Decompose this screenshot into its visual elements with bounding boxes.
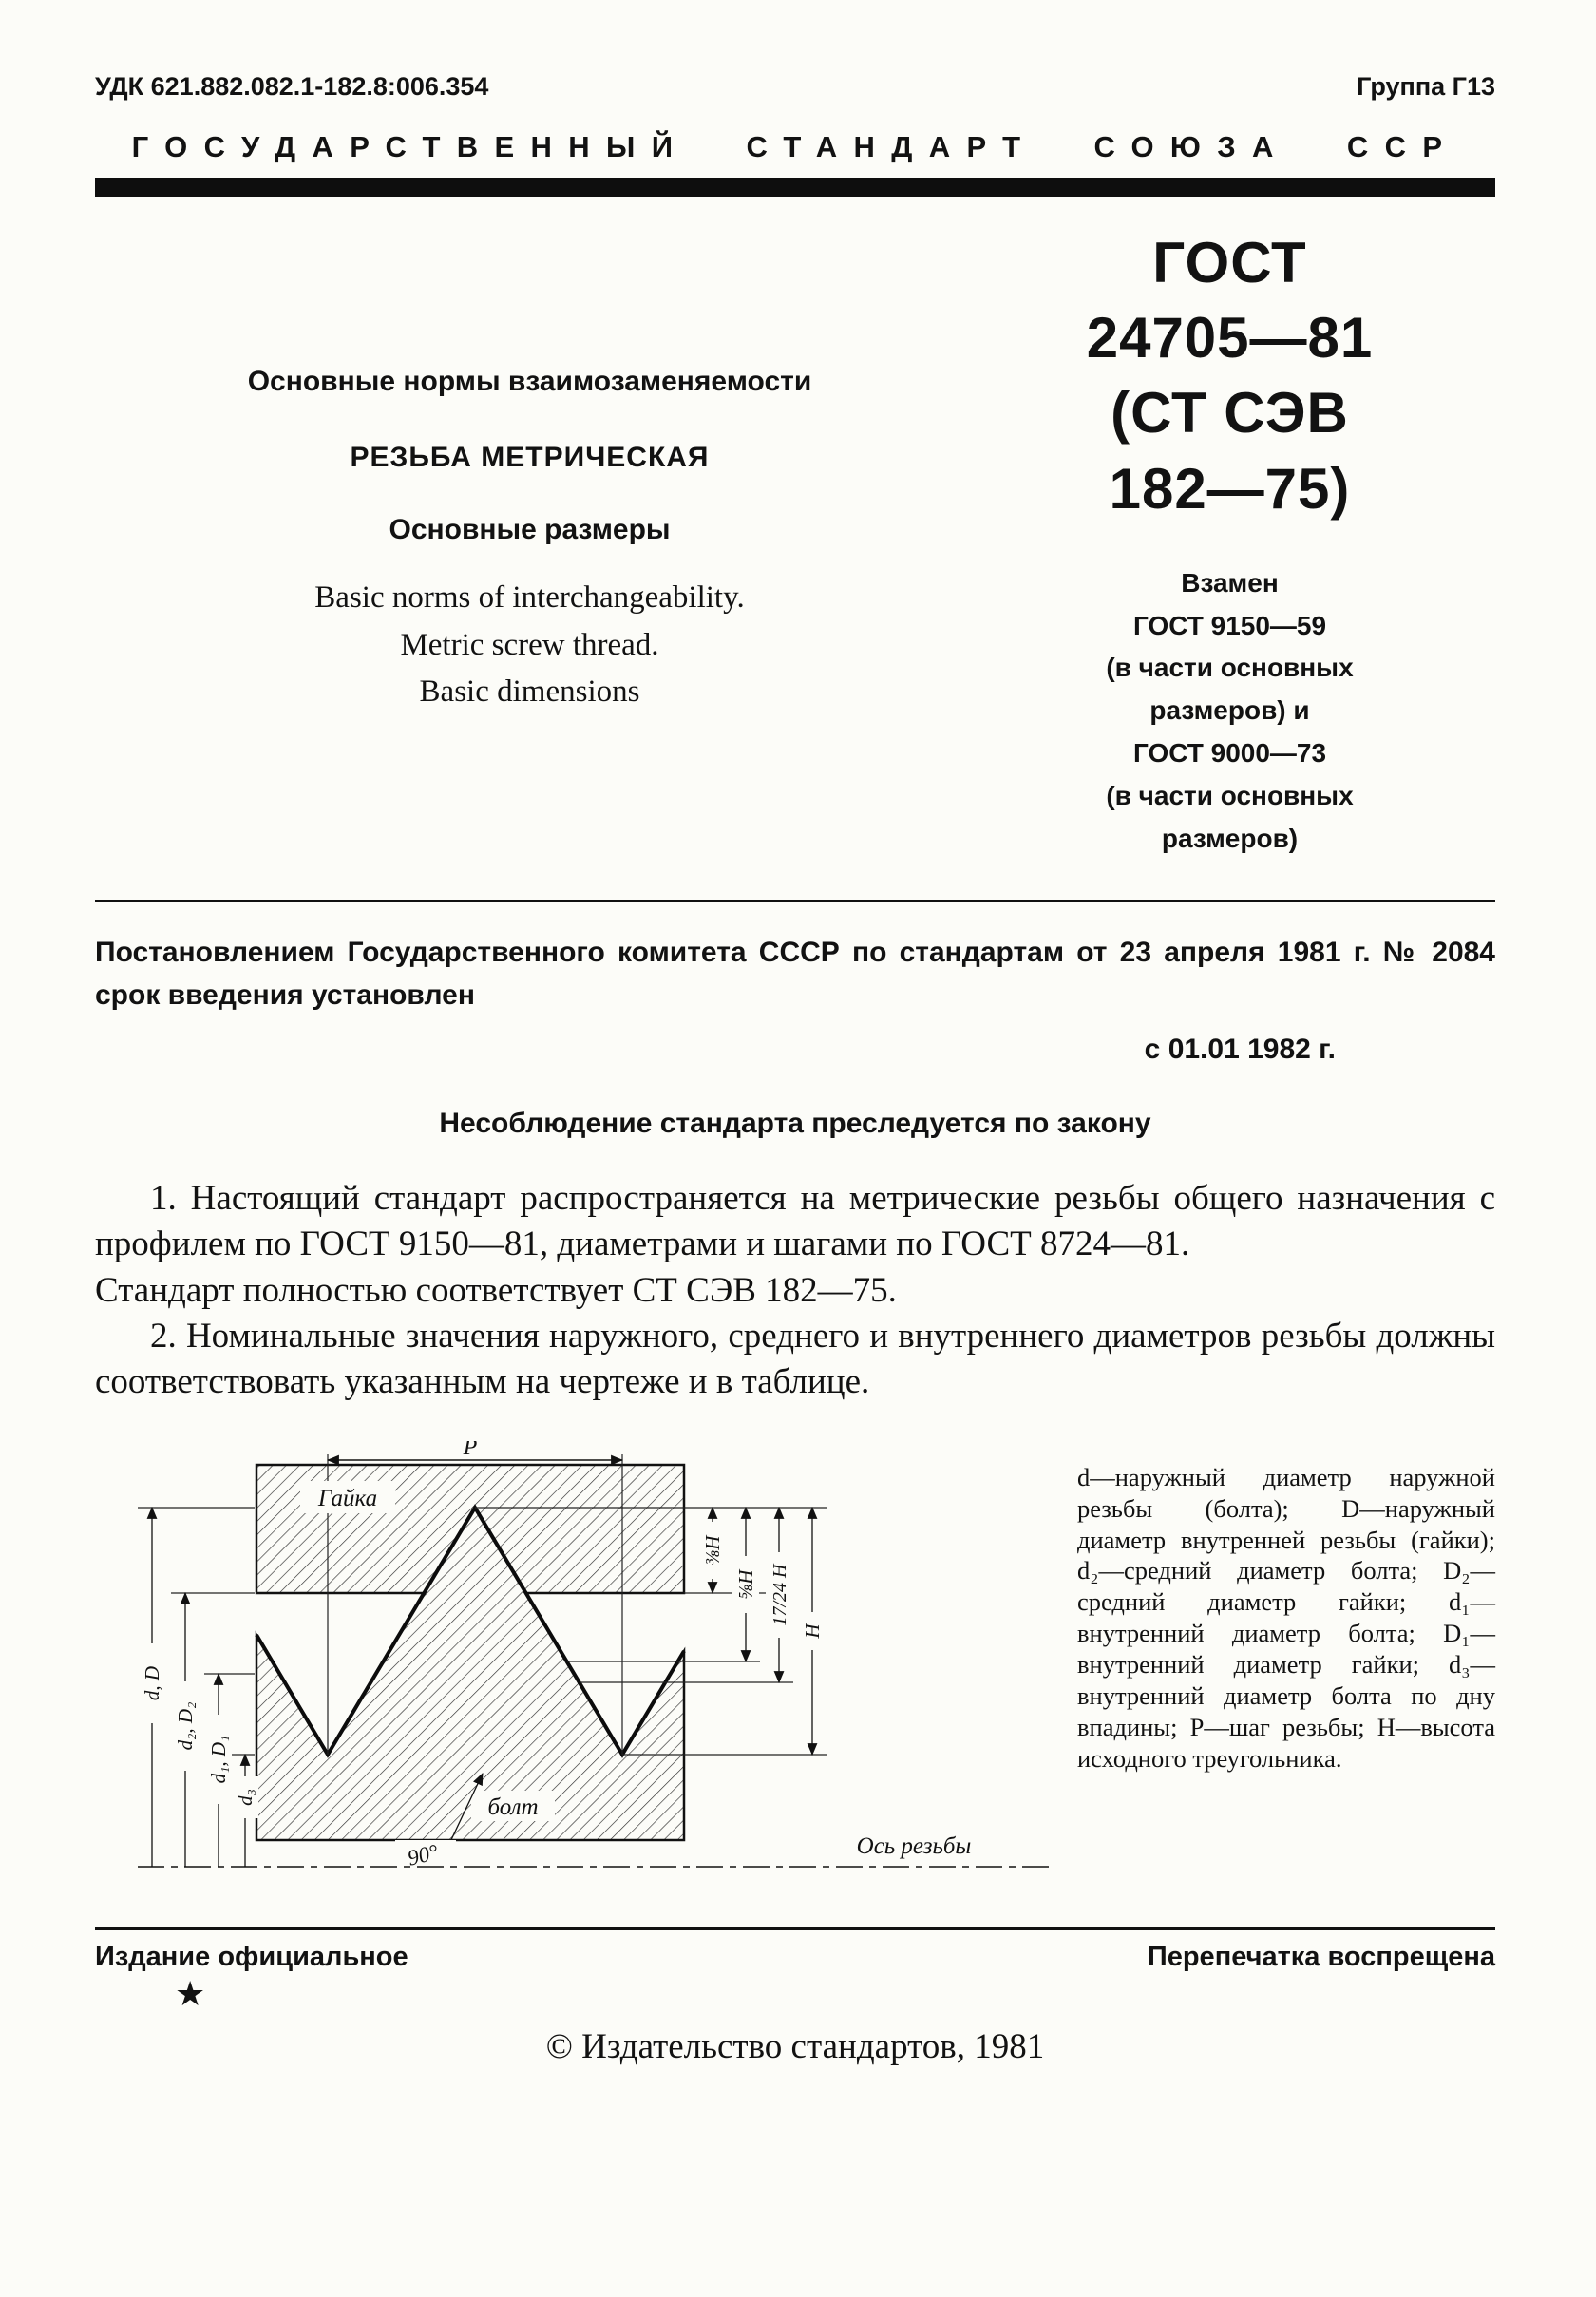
nut-label: Гайка (317, 1485, 378, 1511)
footer-rule (95, 1927, 1495, 1930)
official-edition-label: Издание официальное (95, 1941, 408, 1972)
replaces-line: размеров) (1161, 823, 1299, 853)
reprint-notice: Перепечатка воспрещена (1147, 1941, 1495, 1972)
replaces-line: ГОСТ 9000—73 (1132, 737, 1327, 768)
height-label-H: H (801, 1623, 824, 1639)
replaces-line: размеров) и (1150, 695, 1310, 726)
top-row (95, 72, 1495, 102)
diameter-label-d3: d₃ (234, 1788, 256, 1806)
effective-date: с 01.01 1982 г. (1144, 1034, 1336, 1066)
title-en-1: Basic norms of interchangeability. (314, 580, 745, 615)
angle-label: 90° (405, 1839, 441, 1870)
height-dimension-lines (712, 1508, 812, 1755)
paragraph-1: 1. Настоящий стандарт распространяется на метрические резьбы общего назначения с профилем по ГОСТ 9150—81, диаметрами и шагами по ГОСТ 8724—81. (95, 1179, 1495, 1264)
replaces-block (964, 562, 1495, 861)
group-label: Группа Г13 (1357, 72, 1495, 101)
gost-number-line4: 182—75) (1109, 456, 1351, 521)
standard-header: ГОСУДАРСТВЕННЫЙ СТАНДАРТ СОЮЗА ССР (131, 130, 1459, 163)
height-label-3-8H: ⅜H (701, 1535, 724, 1566)
axis-label: Ось резьбы (856, 1832, 972, 1859)
bolt-label: болт (487, 1794, 539, 1820)
replaces-line: ГОСТ 9150—59 (1132, 610, 1327, 640)
designation-block (964, 225, 1495, 860)
height-label-5-8H: ⅝H (734, 1569, 757, 1600)
figure-row (95, 1441, 1495, 1895)
pitch-label: P (463, 1440, 478, 1460)
header-rule-bar (95, 178, 1495, 197)
decree-paragraph: Постановлением Государственного комитета СССР по стандартам от 23 апреля 1981 г. № 2084 срок введения установлен (95, 937, 1495, 1012)
diameter-label-dD: d, D (141, 1665, 163, 1700)
head-columns (95, 225, 1495, 860)
figure-legend: d—наружный диаметр наружной резьбы (болта); D—наружный диаметр внутренней резьбы (гайки); d₂—средний диаметр болта; D₂—средний диаметр гайки; d₁—внутренний диаметр болта; D₁—внутренний диаметр гайки; d₃—внутренний диаметр болта по дну впадины; P—шаг резьбы; H—высота исходного треугольника. (1077, 1462, 1495, 1773)
height-label-17-24H: 17/24 H (770, 1564, 790, 1626)
section-rule (95, 900, 1495, 902)
diameter-label-d1D1: d₁, D₁ (207, 1735, 230, 1784)
replaces-line: (в части основных (1106, 653, 1354, 683)
title-ru-1: Основные нормы взаимозаменяемости (247, 366, 812, 397)
gost-number-line3: (СТ СЭВ (1111, 381, 1349, 446)
title-en-3: Basic dimensions (419, 674, 640, 709)
title-block (95, 225, 964, 860)
paragraph-2: 2. Номинальные значения наружного, среднего и внутреннего диаметров резьбы должны соответствовать указанным на чертеже и в таблице. (95, 1316, 1495, 1401)
replaces-line: Взамен (1181, 567, 1279, 598)
star-mark: ★ (175, 1974, 206, 2013)
replaces-line: (в части основных (1106, 780, 1354, 810)
diameter-label-d2D2: d₂, D₂ (174, 1701, 197, 1751)
law-notice: Несоблюдение стандарта преследуется по закону (439, 1108, 1151, 1140)
title-ru-2: РЕЗЬБА МЕТРИЧЕСКАЯ (350, 442, 710, 473)
title-en-2: Metric screw thread. (400, 627, 659, 662)
paragraph-1a: Стандарт полностью соответствует СТ СЭВ 182—75. (95, 1270, 897, 1310)
udk-number: УДК 621.882.082.1-182.8:006.354 (95, 72, 489, 101)
footer-row (95, 1942, 1495, 1973)
thread-profile-figure (95, 1441, 1054, 1895)
gost-number-line2: 24705—81 (1086, 306, 1374, 370)
title-ru-3: Основные размеры (389, 514, 671, 545)
gost-number-line1: ГОСТ (1152, 231, 1307, 294)
body-text (95, 1176, 1495, 1404)
copyright-line: © Издательство стандартов, 1981 (545, 2026, 1045, 2066)
